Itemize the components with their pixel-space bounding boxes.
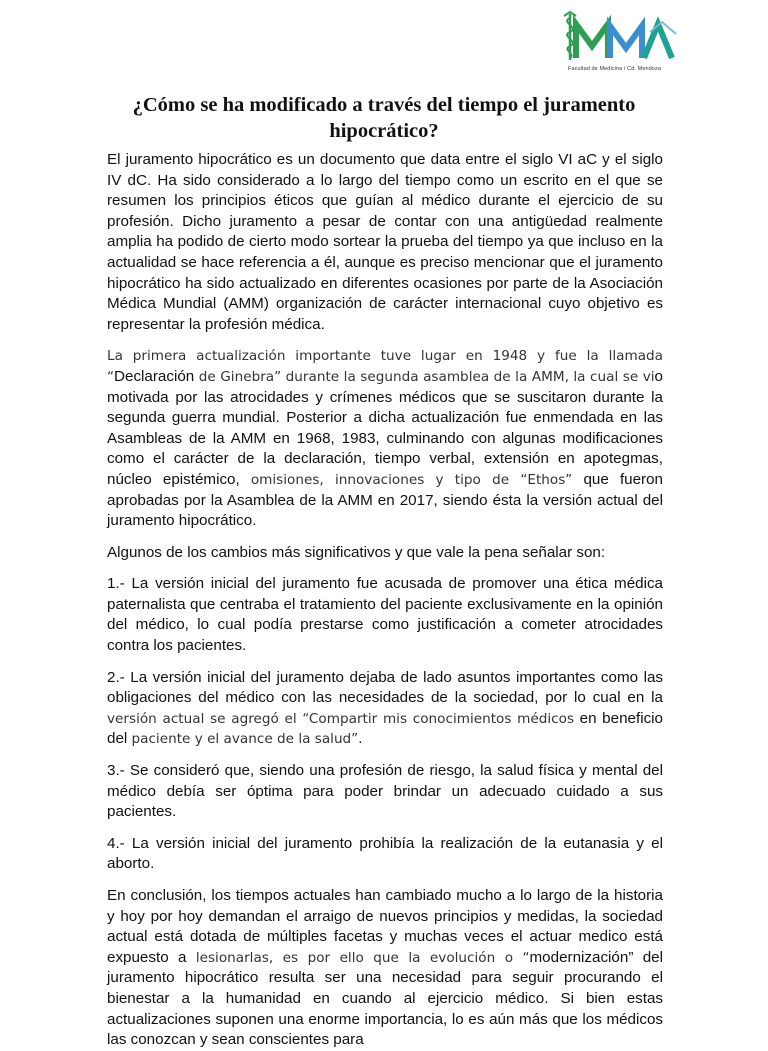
document-body xyxy=(107,150,663,1051)
text-run: La primera actualización importante tuve lugar en 1948 y fue la llamada “ xyxy=(107,348,663,385)
text-run: ” del juramento hipocrático resulta ser una necesidad para seguir procurando el bienestar a la humanidad en cuando al ejercicio médico. Si bien estas actualizaciones suponen una enorme importancia, lo es aún más que los médicos las conozcan y sean conscientes para xyxy=(107,948,664,1049)
text-run: lesionarlas, es por ello que la evolución o “ xyxy=(195,949,530,966)
text-run: en beneficio del xyxy=(107,709,663,748)
text-run: versión actual se agregó el “Compartir mis conocimientos médicos xyxy=(107,710,575,727)
paragraph-change-1: 1.- La versión inicial del juramento fue acusada de promover una ética médica paternalista que centraba el tratamiento del paciente exclusivamente en la opinión del médico, lo cual podía prestarse como justificación a cometer atrocidades contra los pacientes. xyxy=(107,575,663,655)
text-run: En conclusión, los tiempos actuales han cambiado mucho a lo largo de la historia y hoy por hoy demandan el arraigo de nuevos principios y medidas, la sociedad actual está dotada de múltiples facetas y muchas veces el actuar medico está expuesto a xyxy=(107,887,663,966)
paragraph-updates xyxy=(107,346,663,531)
text-run: omisiones, innovaciones y tipo de “Ethos” xyxy=(250,471,573,488)
logo-caption: Facultad de Medicina / Cd. Mendoza xyxy=(568,66,661,72)
paragraph-change-3: 3.- Se consideró que, siendo una profesión de riesgo, la salud física y mental del médico debía ser óptima para poder brindar un adecuado cuidado a sus pacientes. xyxy=(107,762,663,821)
amm-logo-icon xyxy=(552,10,680,66)
text-run: Declaración xyxy=(114,367,195,385)
text-run: de Ginebra” durante la segunda asamblea de la AMM, la cual se vi xyxy=(194,368,655,385)
text-run: que fueron aprobadas por la Asamblea de la AMM en 2017, siendo ésta la versión actual del juramento hipocrático. xyxy=(107,470,664,530)
text-run: . xyxy=(358,730,363,748)
paragraph-intro: El juramento hipocrático es un documento que data entre el siglo VI aC y el siglo IV dC. Ha sido considerado a lo largo del tiempo como un escrito en el que se resumen los principios éticos que guían al médico durante el ejercicio de su profesión. Dicho juramento a pesar de contar con una antigüedad realmente amplia ha podido de cierto modo sortear la prueba del tiempo ya que incluso en la actualidad se hace referencia a él, aunque es preciso mencionar que el juramento hipocrático ha sido actualizado en diferentes ocasiones por parte de la Asociación Médica Mundial (AMM) organización de carácter internacional cuyo objetivo es representar la profesión médica. xyxy=(107,151,663,333)
text-run: paciente y el avance de la salud” xyxy=(131,731,359,748)
document-title: ¿Cómo se ha modificado a través del tiempo el juramento hipocrático? xyxy=(132,94,636,142)
text-run: 2.- La versión inicial del juramento dejaba de lado asuntos importantes como las obligaciones del médico con las necesidades de la sociedad, por lo cual en la xyxy=(107,668,663,707)
paragraph-changes-intro: Algunos de los cambios más significativos y que vale la pena señalar son: xyxy=(107,543,606,561)
text-run: modernización xyxy=(529,948,629,966)
paragraph-change-4: 4.- La versión inicial del juramento prohibía la realización de la eutanasia y el aborto. xyxy=(107,834,663,873)
paragraph-conclusion xyxy=(107,886,663,1051)
paragraph-change-2 xyxy=(107,668,663,750)
text-run: o motivada por las atrocidades y crímenes médicos que se suscitaron durante la segunda guerra mundial. Posterior a dicha actualización fue enmendada en las Asambleas de la AMM en 1968, 1983, culminando con algunas modificaciones como el carácter de la declaración, tiempo verbal, extensión en apotegmas, núcleo epistémico, xyxy=(107,367,663,488)
